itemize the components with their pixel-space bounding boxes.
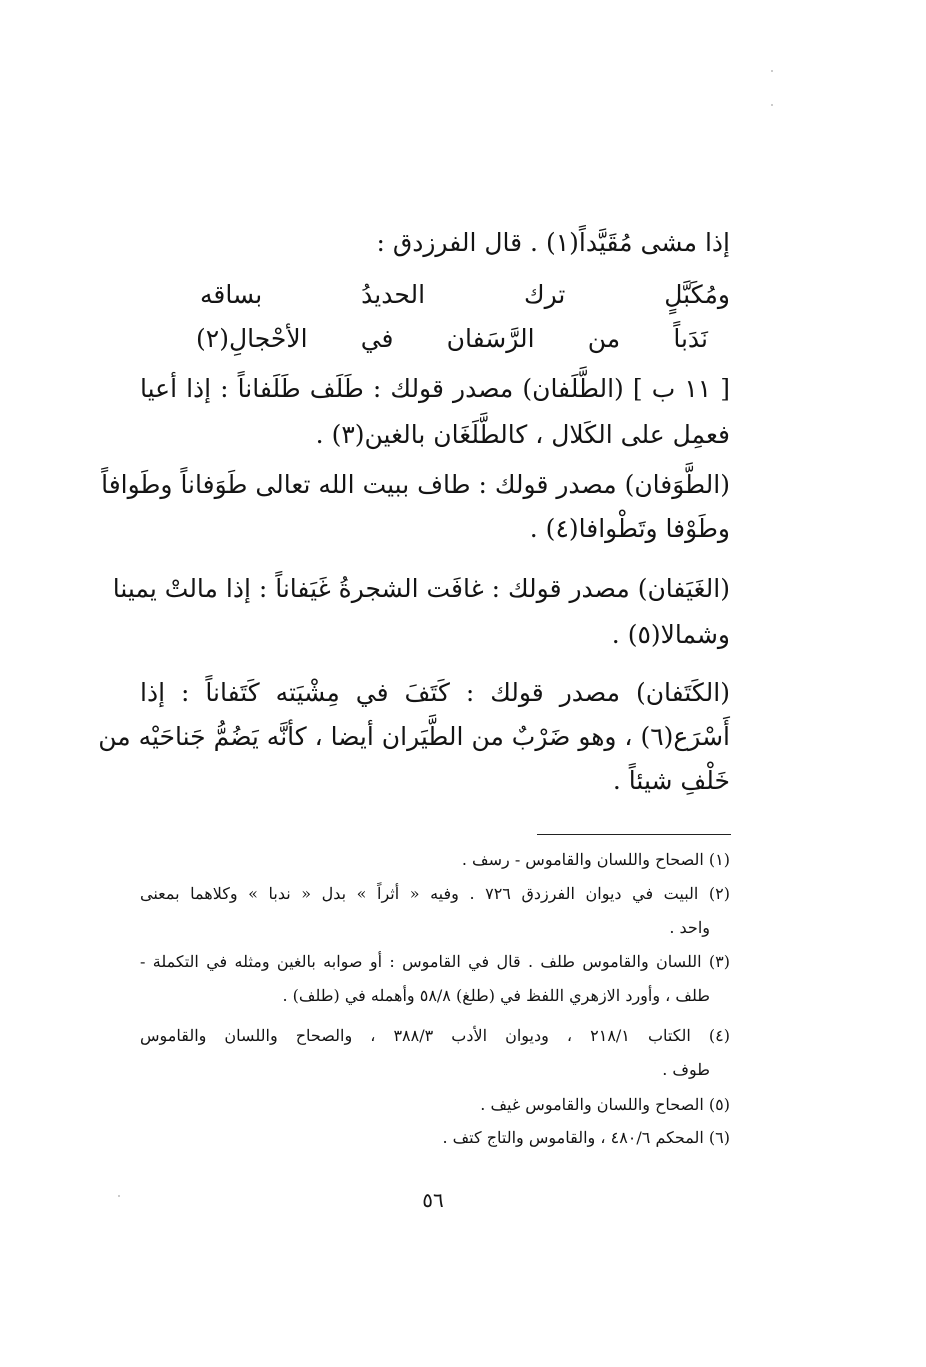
footnote-4: (٤) الكتاب ٢١٨/١ ، وديوان الأدب ٣٨٨/٣ ، والصحاح واللسان والقاموس <box>140 1026 731 1045</box>
footnote-2-cont: واحد . <box>669 918 710 937</box>
footnote-5: (٥) الصحاح واللسان والقاموس غيف . <box>480 1095 730 1114</box>
scan-speck <box>118 1195 120 1197</box>
verse-line-1: ومُكَبَّلٍ ترك الحديدُ بساقه <box>200 280 730 309</box>
text-line-7: وشمالا(٥) . <box>611 620 730 649</box>
text-line-5: وطَوْفا وتَطْوافا(٤) . <box>529 514 730 543</box>
text-line-4: (الطَّوَفان) مصدر قولك : طاف ببيت الله تعالى طَوَفاناً وطَوافاً <box>101 470 730 499</box>
verse-line-2: نَدَباً من الرَّسَفان في الأحْجالِ(٢) <box>196 324 708 353</box>
text-line-9: أَسْرَع(٦) ، وهو ضَرْبٌ من الطَّيَران أيضا ، كأنَّه يَضُمُّ جَناحَيْه من <box>98 722 730 751</box>
text-line-10: خَلْفِ شيئاً . <box>612 766 730 795</box>
page-number: ٥٦ <box>422 1188 444 1212</box>
footnote-separator <box>537 834 731 835</box>
scan-speck <box>771 104 773 106</box>
text-line-6: (الغَيَفان) مصدر قولك : غافَت الشجرةُ غَيَفاناً : إذا مالتْ يمينا <box>112 574 730 603</box>
footnote-4-cont: طوف . <box>662 1060 710 1079</box>
text-line-2: [ ١١ ب ] (الطَّلَفان) مصدر قولك : طَلَف طَلَفاناً : إذا أعيا <box>140 374 730 403</box>
footnote-6: (٦) المحكم ٤٨٠/٦ ، والقاموس والتاج كتف . <box>442 1128 730 1147</box>
scan-speck <box>771 70 773 72</box>
text-line-8: (الكَتَفان) مصدر قولك : كَتَفَ في مِشْيَته كَتَفاناً : إذا <box>140 678 730 707</box>
footnote-2: (٢) البيت في ديوان الفرزدق ٧٢٦ . وفيه « أثراً » بدل « ندبا » وكلاهما بمعنى <box>140 884 730 903</box>
footnote-3: (٣) اللسان والقاموس طلف . قال في القاموس : أو صوابه بالغين ومثله في التكملة - <box>140 952 730 971</box>
footnote-3-cont: طلف ، وأورد الازهري اللفظ في (طلغ) ٥٨/٨ وأهمله في (طلف) . <box>282 986 710 1005</box>
text-line-1: إذا مشى مُقَيَّداً(١) . قال الفرزدق : <box>376 228 730 257</box>
text-line-3: فعمِل على الكَلال ، كالطَّلَغَان بالغين(٣) . <box>315 420 730 449</box>
footnote-1: (١) الصحاح واللسان والقاموس - رسف . <box>461 850 730 869</box>
